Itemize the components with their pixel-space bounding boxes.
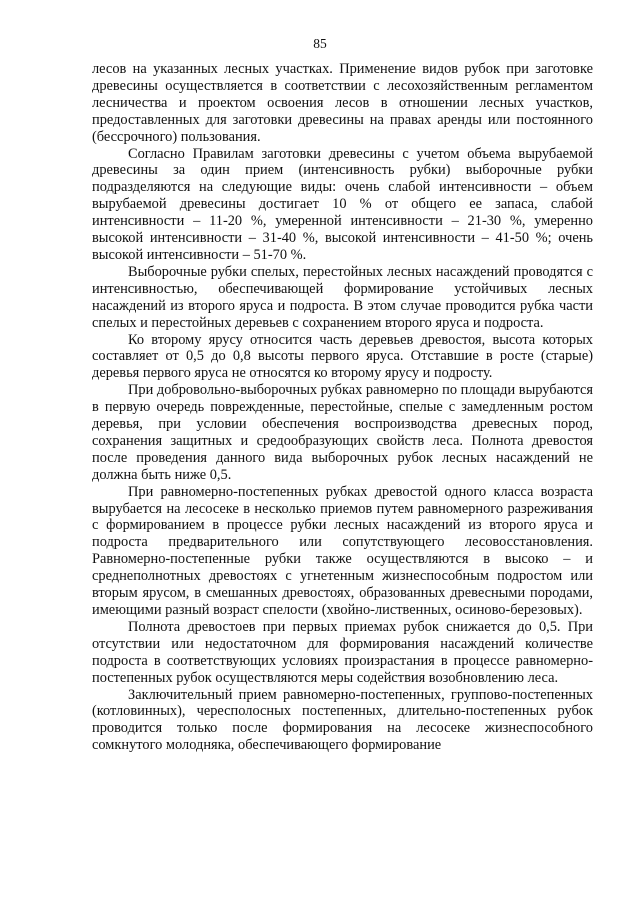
paragraph-selective-felling: Выборочные рубки спелых, перестойных лесных насаждений проводятся с интенсивностью, обеспечивающей формирование устойчивых лесных насаждений из второго яруса и подроста. В этом случае проводится рубка части спелых и перестойных деревьев с сохранением второго яруса и подроста.	[92, 263, 593, 331]
paragraph-continuation: лесов на указанных лесных участках. Применение видов рубок при заготовке древесины осуществляется в соответствии с лесохозяйственным регламентом лесничества и проектом освоения лесов в отношении лесных участков, предоставленных для заготовки древесины на правах аренды или постоянного (бессрочного) пользования.	[92, 61, 593, 145]
paragraph-second-tier: Ко второму ярусу относится часть деревьев древостоя, высота которых составляет от 0,5 до 0,8 высоты первого яруса. Отставшие в росте (старые) деревья первого яруса не относятся ко второму ярусу и подросту.	[92, 331, 593, 382]
paragraph-stand-density: Полнота древостоев при первых приемах рубок снижается до 0,5. При отсутствии или недостаточном для формирования насаждений количестве подроста в соответствующих условиях произрастания в процессе равномерно-постепенных рубок осуществляются меры содействия возобновлению леса.	[92, 618, 593, 686]
page-number: 85	[313, 36, 327, 51]
paragraph-voluntary-selective: При добровольно-выборочных рубках равномерно по площади вырубаются в первую очередь поврежденные, перестойные, спелые с замедленным ростом деревья, при условии обеспечения воспроизводства древесных пород, сохранения защитных и средообразующих свойств леса. Полнота древостоя после проведения данного вида выборочных рубок лесных насаждений не должна быть ниже 0,5.	[92, 382, 593, 483]
document-body	[92, 61, 593, 754]
paragraph-uniform-gradual: При равномерно-постепенных рубках древостой одного класса возраста вырубается на лесосеке в несколько приемов путем равномерного разреживания с формированием в процессе рубки лесных насаждений из второго яруса и подроста предварительного или сопутствующего лесовосстановления. Равномерно-постепенные рубки также осуществляются в высоко – и среднеполнотных древостоях с угнетенным жизнеспособным подростом или вторым ярусом, в смешанных древостоях, образованных древесными породами, имеющими разный возраст спелости (хвойно-лиственных, осиново-березовых).	[92, 483, 593, 618]
paragraph-final-stage: Заключительный прием равномерно-постепенных, группово-постепенных (котловинных), чересполосных постепенных, длительно-постепенных рубок проводится только после формирования на лесосеке жизнеспособного сомкнутого молодняка, обеспечивающего формирование	[92, 686, 593, 754]
paragraph-felling-intensity: Согласно Правилам заготовки древесины с учетом объема вырубаемой древесины за один прием (интенсивность рубки) выборочные рубки подразделяются на следующие виды: очень слабой интенсивности – объем вырубаемой древесины достигает 10 % от общего ее запаса, слабой интенсивности – 11-20 %, умеренной интенсивности – 21-30 %, умеренно высокой интенсивности – 31-40 %, высокой интенсивности – 41-50 %; очень высокой интенсивности – 51-70 %.	[92, 145, 593, 263]
